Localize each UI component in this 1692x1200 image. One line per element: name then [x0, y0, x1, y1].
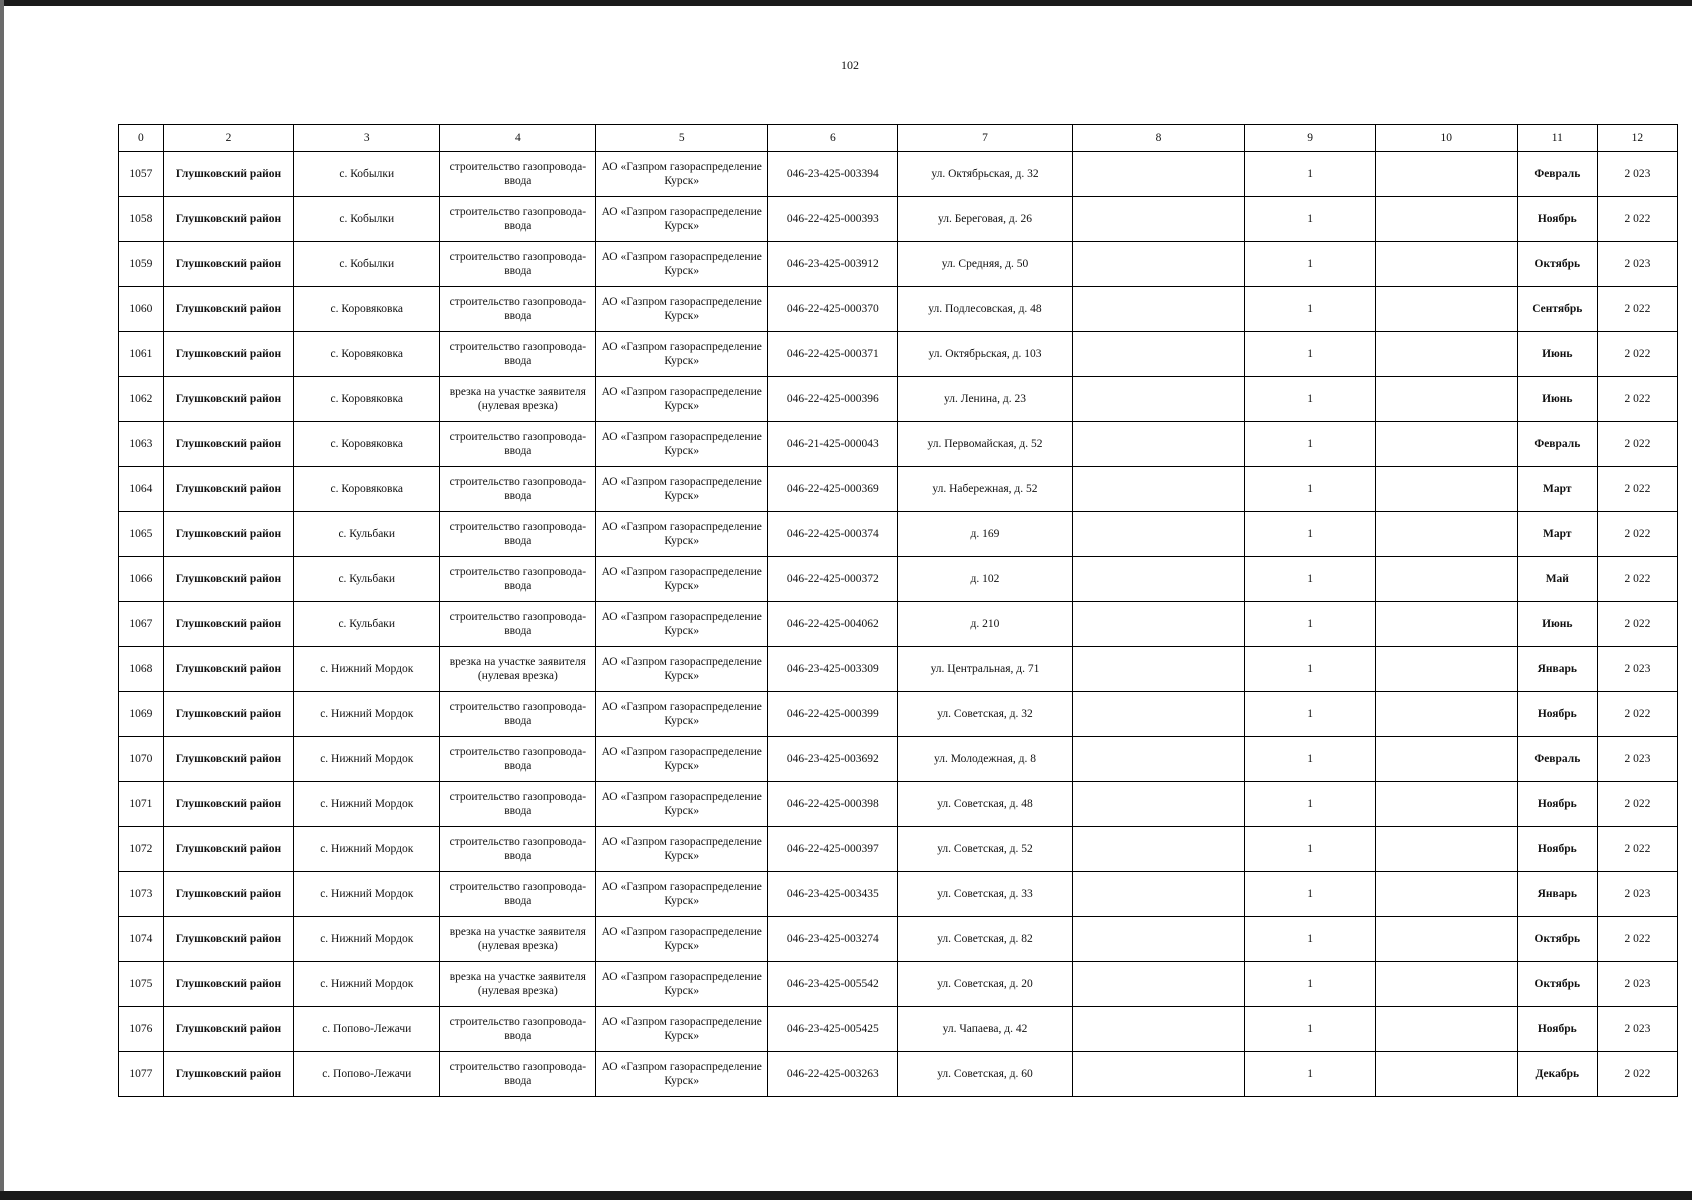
year-cell: 2 023	[1597, 737, 1677, 782]
district-cell: Глушковский район	[163, 692, 293, 737]
district-cell: Глушковский район	[163, 872, 293, 917]
organization-cell: АО «Газпром газораспределение Курск»	[596, 467, 768, 512]
column-8-cell	[1072, 647, 1245, 692]
organization-cell: АО «Газпром газораспределение Курск»	[596, 917, 768, 962]
district-cell: Глушковский район	[163, 782, 293, 827]
column-10-cell	[1375, 737, 1517, 782]
work-type-cell: строительство газопровода-ввода	[440, 557, 596, 602]
row-number-cell: 1058	[119, 197, 164, 242]
address-cell: ул. Советская, д. 48	[898, 782, 1072, 827]
row-number-cell: 1063	[119, 422, 164, 467]
header-cell: 5	[596, 125, 768, 152]
settlement-cell: с. Нижний Мордок	[294, 917, 440, 962]
column-8-cell	[1072, 692, 1245, 737]
quantity-cell: 1	[1245, 332, 1375, 377]
address-cell: ул. Советская, д. 20	[898, 962, 1072, 1007]
organization-cell: АО «Газпром газораспределение Курск»	[596, 512, 768, 557]
row-number-cell: 1069	[119, 692, 164, 737]
address-cell: ул. Центральная, д. 71	[898, 647, 1072, 692]
column-8-cell	[1072, 377, 1245, 422]
column-8-cell	[1072, 242, 1245, 287]
row-number-cell: 1067	[119, 602, 164, 647]
address-cell: ул. Подлесовская, д. 48	[898, 287, 1072, 332]
row-number-cell: 1060	[119, 287, 164, 332]
row-number-cell: 1072	[119, 827, 164, 872]
organization-cell: АО «Газпром газораспределение Курск»	[596, 287, 768, 332]
organization-cell: АО «Газпром газораспределение Курск»	[596, 872, 768, 917]
month-cell: Март	[1517, 467, 1597, 512]
row-number-cell: 1057	[119, 152, 164, 197]
application-code-cell: 046-23-425-003394	[768, 152, 898, 197]
district-cell: Глушковский район	[163, 557, 293, 602]
quantity-cell: 1	[1245, 827, 1375, 872]
quantity-cell: 1	[1245, 467, 1375, 512]
table-row	[119, 692, 1678, 737]
settlement-cell: с. Кульбаки	[294, 557, 440, 602]
year-cell: 2 023	[1597, 647, 1677, 692]
month-cell: Ноябрь	[1517, 197, 1597, 242]
quantity-cell: 1	[1245, 962, 1375, 1007]
address-cell: д. 102	[898, 557, 1072, 602]
quantity-cell: 1	[1245, 197, 1375, 242]
row-number-cell: 1062	[119, 377, 164, 422]
month-cell: Февраль	[1517, 422, 1597, 467]
district-cell: Глушковский район	[163, 512, 293, 557]
month-cell: Январь	[1517, 647, 1597, 692]
quantity-cell: 1	[1245, 1052, 1375, 1097]
column-10-cell	[1375, 602, 1517, 647]
district-cell: Глушковский район	[163, 377, 293, 422]
address-cell: ул. Советская, д. 82	[898, 917, 1072, 962]
month-cell: Июнь	[1517, 377, 1597, 422]
quantity-cell: 1	[1245, 512, 1375, 557]
organization-cell: АО «Газпром газораспределение Курск»	[596, 422, 768, 467]
column-8-cell	[1072, 287, 1245, 332]
work-type-cell: строительство газопровода-ввода	[440, 827, 596, 872]
header-cell: 6	[768, 125, 898, 152]
month-cell: Февраль	[1517, 152, 1597, 197]
address-cell: ул. Первомайская, д. 52	[898, 422, 1072, 467]
address-cell: д. 169	[898, 512, 1072, 557]
month-cell: Март	[1517, 512, 1597, 557]
application-code-cell: 046-23-425-005542	[768, 962, 898, 1007]
header-cell: 2	[163, 125, 293, 152]
row-number-cell: 1075	[119, 962, 164, 1007]
settlement-cell: с. Кульбаки	[294, 602, 440, 647]
address-cell: ул. Советская, д. 33	[898, 872, 1072, 917]
district-cell: Глушковский район	[163, 332, 293, 377]
application-code-cell: 046-23-425-003309	[768, 647, 898, 692]
application-code-cell: 046-22-425-000397	[768, 827, 898, 872]
application-code-cell: 046-23-425-003912	[768, 242, 898, 287]
application-code-cell: 046-23-425-003435	[768, 872, 898, 917]
table-body	[119, 152, 1678, 1097]
row-number-cell: 1077	[119, 1052, 164, 1097]
table-row	[119, 152, 1678, 197]
quantity-cell: 1	[1245, 377, 1375, 422]
organization-cell: АО «Газпром газораспределение Курск»	[596, 557, 768, 602]
table-row	[119, 512, 1678, 557]
quantity-cell: 1	[1245, 1007, 1375, 1052]
organization-cell: АО «Газпром газораспределение Курск»	[596, 197, 768, 242]
year-cell: 2 022	[1597, 287, 1677, 332]
row-number-cell: 1071	[119, 782, 164, 827]
work-type-cell: строительство газопровода-ввода	[440, 1052, 596, 1097]
work-type-cell: врезка на участке заявителя (нулевая врезка)	[440, 647, 596, 692]
settlement-cell: с. Нижний Мордок	[294, 827, 440, 872]
application-code-cell: 046-21-425-000043	[768, 422, 898, 467]
month-cell: Сентябрь	[1517, 287, 1597, 332]
scan-top-border	[0, 0, 1692, 6]
settlement-cell: с. Нижний Мордок	[294, 782, 440, 827]
quantity-cell: 1	[1245, 782, 1375, 827]
column-8-cell	[1072, 827, 1245, 872]
month-cell: Июнь	[1517, 602, 1597, 647]
year-cell: 2 022	[1597, 827, 1677, 872]
address-cell: ул. Советская, д. 52	[898, 827, 1072, 872]
organization-cell: АО «Газпром газораспределение Курск»	[596, 962, 768, 1007]
quantity-cell: 1	[1245, 287, 1375, 332]
year-cell: 2 022	[1597, 917, 1677, 962]
column-10-cell	[1375, 242, 1517, 287]
district-cell: Глушковский район	[163, 1007, 293, 1052]
work-type-cell: врезка на участке заявителя (нулевая врезка)	[440, 917, 596, 962]
table-row	[119, 602, 1678, 647]
organization-cell: АО «Газпром газораспределение Курск»	[596, 737, 768, 782]
column-8-cell	[1072, 737, 1245, 782]
column-8-cell	[1072, 872, 1245, 917]
column-8-cell	[1072, 512, 1245, 557]
work-type-cell: строительство газопровода-ввода	[440, 512, 596, 557]
settlement-cell: с. Нижний Мордок	[294, 647, 440, 692]
application-code-cell: 046-22-425-000372	[768, 557, 898, 602]
year-cell: 2 023	[1597, 152, 1677, 197]
month-cell: Май	[1517, 557, 1597, 602]
header-cell: 9	[1245, 125, 1375, 152]
column-10-cell	[1375, 467, 1517, 512]
work-type-cell: врезка на участке заявителя (нулевая врезка)	[440, 377, 596, 422]
column-10-cell	[1375, 872, 1517, 917]
column-10-cell	[1375, 827, 1517, 872]
quantity-cell: 1	[1245, 647, 1375, 692]
organization-cell: АО «Газпром газораспределение Курск»	[596, 242, 768, 287]
table-row	[119, 287, 1678, 332]
row-number-cell: 1066	[119, 557, 164, 602]
district-cell: Глушковский район	[163, 1052, 293, 1097]
column-10-cell	[1375, 287, 1517, 332]
column-8-cell	[1072, 782, 1245, 827]
quantity-cell: 1	[1245, 737, 1375, 782]
district-cell: Глушковский район	[163, 422, 293, 467]
settlement-cell: с. Нижний Мордок	[294, 872, 440, 917]
column-8-cell	[1072, 557, 1245, 602]
scan-left-edge	[0, 0, 4, 1200]
month-cell: Ноябрь	[1517, 1007, 1597, 1052]
month-cell: Ноябрь	[1517, 827, 1597, 872]
settlement-cell: с. Коровяковка	[294, 377, 440, 422]
header-cell: 7	[898, 125, 1072, 152]
application-code-cell: 046-22-425-003263	[768, 1052, 898, 1097]
organization-cell: АО «Газпром газораспределение Курск»	[596, 782, 768, 827]
table-row	[119, 422, 1678, 467]
application-code-cell: 046-22-425-000393	[768, 197, 898, 242]
work-type-cell: строительство газопровода-ввода	[440, 782, 596, 827]
address-cell: ул. Ленина, д. 23	[898, 377, 1072, 422]
work-type-cell: строительство газопровода-ввода	[440, 422, 596, 467]
quantity-cell: 1	[1245, 917, 1375, 962]
settlement-cell: с. Коровяковка	[294, 467, 440, 512]
column-10-cell	[1375, 152, 1517, 197]
month-cell: Октябрь	[1517, 917, 1597, 962]
settlement-cell: с. Нижний Мордок	[294, 692, 440, 737]
header-cell: 3	[294, 125, 440, 152]
year-cell: 2 023	[1597, 962, 1677, 1007]
table-row	[119, 197, 1678, 242]
year-cell: 2 022	[1597, 602, 1677, 647]
row-number-cell: 1064	[119, 467, 164, 512]
year-cell: 2 022	[1597, 332, 1677, 377]
year-cell: 2 023	[1597, 1007, 1677, 1052]
address-cell: ул. Средняя, д. 50	[898, 242, 1072, 287]
quantity-cell: 1	[1245, 557, 1375, 602]
organization-cell: АО «Газпром газораспределение Курск»	[596, 827, 768, 872]
quantity-cell: 1	[1245, 602, 1375, 647]
year-cell: 2 022	[1597, 557, 1677, 602]
column-10-cell	[1375, 422, 1517, 467]
table-row	[119, 872, 1678, 917]
column-8-cell	[1072, 1052, 1245, 1097]
month-cell: Ноябрь	[1517, 782, 1597, 827]
column-10-cell	[1375, 377, 1517, 422]
work-type-cell: строительство газопровода-ввода	[440, 872, 596, 917]
column-8-cell	[1072, 1007, 1245, 1052]
header-cell: 8	[1072, 125, 1245, 152]
year-cell: 2 023	[1597, 872, 1677, 917]
column-8-cell	[1072, 467, 1245, 512]
settlement-cell: с. Кульбаки	[294, 512, 440, 557]
header-row	[119, 125, 1678, 152]
organization-cell: АО «Газпром газораспределение Курск»	[596, 692, 768, 737]
work-type-cell: врезка на участке заявителя (нулевая врезка)	[440, 962, 596, 1007]
column-10-cell	[1375, 647, 1517, 692]
district-cell: Глушковский район	[163, 602, 293, 647]
work-type-cell: строительство газопровода-ввода	[440, 602, 596, 647]
application-code-cell: 046-22-425-000371	[768, 332, 898, 377]
district-cell: Глушковский район	[163, 287, 293, 332]
row-number-cell: 1065	[119, 512, 164, 557]
organization-cell: АО «Газпром газораспределение Курск»	[596, 1052, 768, 1097]
quantity-cell: 1	[1245, 692, 1375, 737]
district-cell: Глушковский район	[163, 467, 293, 512]
address-cell: ул. Чапаева, д. 42	[898, 1007, 1072, 1052]
address-cell: д. 210	[898, 602, 1072, 647]
month-cell: Июнь	[1517, 332, 1597, 377]
row-number-cell: 1076	[119, 1007, 164, 1052]
address-cell: ул. Набережная, д. 52	[898, 467, 1072, 512]
work-type-cell: строительство газопровода-ввода	[440, 197, 596, 242]
header-cell: 10	[1375, 125, 1517, 152]
work-type-cell: строительство газопровода-ввода	[440, 1007, 596, 1052]
month-cell: Январь	[1517, 872, 1597, 917]
month-cell: Октябрь	[1517, 962, 1597, 1007]
quantity-cell: 1	[1245, 152, 1375, 197]
work-type-cell: строительство газопровода-ввода	[440, 152, 596, 197]
settlement-cell: с. Нижний Мордок	[294, 962, 440, 1007]
column-8-cell	[1072, 962, 1245, 1007]
year-cell: 2 022	[1597, 422, 1677, 467]
column-10-cell	[1375, 332, 1517, 377]
application-code-cell: 046-22-425-004062	[768, 602, 898, 647]
application-code-cell: 046-23-425-003274	[768, 917, 898, 962]
work-type-cell: строительство газопровода-ввода	[440, 287, 596, 332]
table-row	[119, 1007, 1678, 1052]
address-cell: ул. Береговая, д. 26	[898, 197, 1072, 242]
work-type-cell: строительство газопровода-ввода	[440, 242, 596, 287]
column-8-cell	[1072, 422, 1245, 467]
table-row	[119, 737, 1678, 782]
organization-cell: АО «Газпром газораспределение Курск»	[596, 332, 768, 377]
settlement-cell: с. Кобылки	[294, 152, 440, 197]
year-cell: 2 022	[1597, 1052, 1677, 1097]
quantity-cell: 1	[1245, 422, 1375, 467]
application-code-cell: 046-22-425-000398	[768, 782, 898, 827]
table-row	[119, 647, 1678, 692]
month-cell: Декабрь	[1517, 1052, 1597, 1097]
organization-cell: АО «Газпром газораспределение Курск»	[596, 377, 768, 422]
application-code-cell: 046-23-425-003692	[768, 737, 898, 782]
district-cell: Глушковский район	[163, 242, 293, 287]
settlement-cell: с. Коровяковка	[294, 287, 440, 332]
year-cell: 2 022	[1597, 782, 1677, 827]
column-8-cell	[1072, 917, 1245, 962]
column-8-cell	[1072, 197, 1245, 242]
settlement-cell: с. Попово-Лежачи	[294, 1007, 440, 1052]
table-row	[119, 827, 1678, 872]
year-cell: 2 022	[1597, 197, 1677, 242]
column-10-cell	[1375, 917, 1517, 962]
application-code-cell: 046-22-425-000374	[768, 512, 898, 557]
settlement-cell: с. Коровяковка	[294, 332, 440, 377]
address-cell: ул. Советская, д. 60	[898, 1052, 1072, 1097]
column-8-cell	[1072, 332, 1245, 377]
data-table	[118, 124, 1678, 1097]
column-8-cell	[1072, 152, 1245, 197]
row-number-cell: 1068	[119, 647, 164, 692]
organization-cell: АО «Газпром газораспределение Курск»	[596, 647, 768, 692]
column-10-cell	[1375, 197, 1517, 242]
column-10-cell	[1375, 782, 1517, 827]
year-cell: 2 022	[1597, 377, 1677, 422]
row-number-cell: 1074	[119, 917, 164, 962]
table-row	[119, 467, 1678, 512]
address-cell: ул. Октябрьская, д. 103	[898, 332, 1072, 377]
scan-bottom-border	[0, 1191, 1692, 1200]
organization-cell: АО «Газпром газораспределение Курск»	[596, 1007, 768, 1052]
header-cell: 12	[1597, 125, 1677, 152]
row-number-cell: 1059	[119, 242, 164, 287]
month-cell: Февраль	[1517, 737, 1597, 782]
table-row	[119, 242, 1678, 287]
table-row	[119, 1052, 1678, 1097]
header-cell: 4	[440, 125, 596, 152]
column-10-cell	[1375, 962, 1517, 1007]
year-cell: 2 023	[1597, 242, 1677, 287]
district-cell: Глушковский район	[163, 827, 293, 872]
table-row	[119, 557, 1678, 602]
settlement-cell: с. Кобылки	[294, 242, 440, 287]
row-number-cell: 1070	[119, 737, 164, 782]
quantity-cell: 1	[1245, 872, 1375, 917]
application-code-cell: 046-22-425-000399	[768, 692, 898, 737]
district-cell: Глушковский район	[163, 917, 293, 962]
application-code-cell: 046-22-425-000396	[768, 377, 898, 422]
settlement-cell: с. Попово-Лежачи	[294, 1052, 440, 1097]
work-type-cell: строительство газопровода-ввода	[440, 692, 596, 737]
table-row	[119, 332, 1678, 377]
address-cell: ул. Молодежная, д. 8	[898, 737, 1072, 782]
column-8-cell	[1072, 602, 1245, 647]
district-cell: Глушковский район	[163, 962, 293, 1007]
table-row	[119, 962, 1678, 1007]
year-cell: 2 022	[1597, 512, 1677, 557]
address-cell: ул. Советская, д. 32	[898, 692, 1072, 737]
header-cell: 0	[119, 125, 164, 152]
table-row	[119, 377, 1678, 422]
settlement-cell: с. Кобылки	[294, 197, 440, 242]
settlement-cell: с. Нижний Мордок	[294, 737, 440, 782]
column-10-cell	[1375, 512, 1517, 557]
month-cell: Октябрь	[1517, 242, 1597, 287]
organization-cell: АО «Газпром газораспределение Курск»	[596, 602, 768, 647]
district-cell: Глушковский район	[163, 647, 293, 692]
column-10-cell	[1375, 1007, 1517, 1052]
table-row	[119, 917, 1678, 962]
address-cell: ул. Октябрьская, д. 32	[898, 152, 1072, 197]
work-type-cell: строительство газопровода-ввода	[440, 332, 596, 377]
application-code-cell: 046-23-425-005425	[768, 1007, 898, 1052]
district-cell: Глушковский район	[163, 737, 293, 782]
work-type-cell: строительство газопровода-ввода	[440, 737, 596, 782]
district-cell: Глушковский район	[163, 152, 293, 197]
row-number-cell: 1061	[119, 332, 164, 377]
application-code-cell: 046-22-425-000369	[768, 467, 898, 512]
district-cell: Глушковский район	[163, 197, 293, 242]
application-code-cell: 046-22-425-000370	[768, 287, 898, 332]
year-cell: 2 022	[1597, 467, 1677, 512]
page-number: 102	[841, 58, 859, 72]
column-10-cell	[1375, 1052, 1517, 1097]
quantity-cell: 1	[1245, 242, 1375, 287]
settlement-cell: с. Коровяковка	[294, 422, 440, 467]
column-10-cell	[1375, 557, 1517, 602]
table-row	[119, 782, 1678, 827]
header-cell: 11	[1517, 125, 1597, 152]
work-type-cell: строительство газопровода-ввода	[440, 467, 596, 512]
year-cell: 2 022	[1597, 692, 1677, 737]
month-cell: Ноябрь	[1517, 692, 1597, 737]
row-number-cell: 1073	[119, 872, 164, 917]
organization-cell: АО «Газпром газораспределение Курск»	[596, 152, 768, 197]
column-10-cell	[1375, 692, 1517, 737]
